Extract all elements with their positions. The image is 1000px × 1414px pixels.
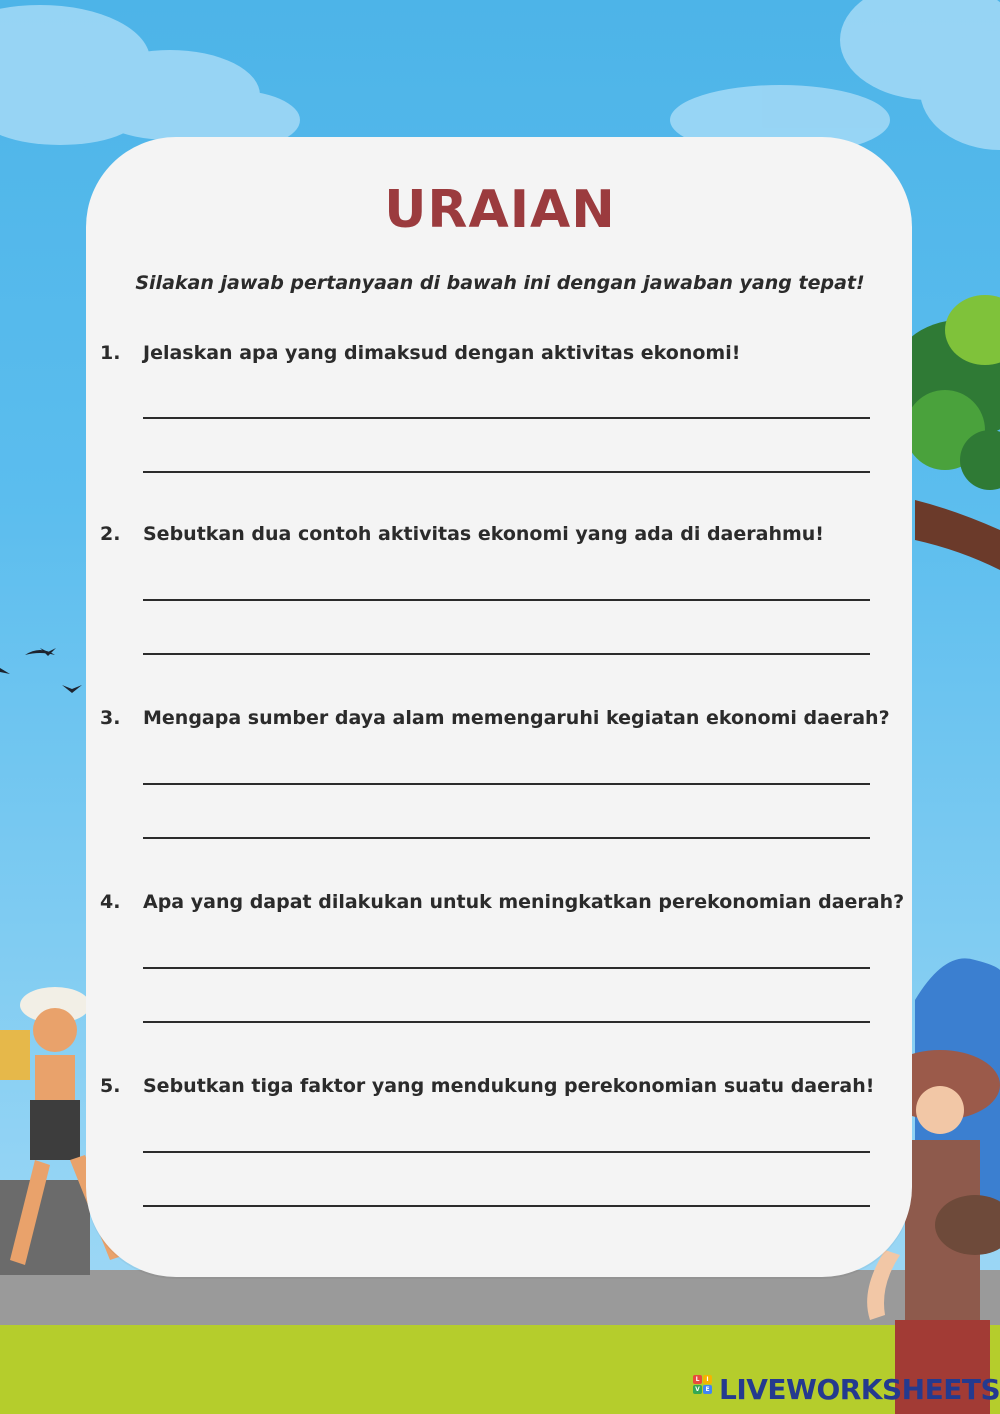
page-title: URAIAN	[384, 180, 616, 240]
answer-line[interactable]	[143, 653, 870, 655]
liveworksheets-logo-icon: L I V E	[693, 1375, 715, 1403]
question-text: Sebutkan tiga faktor yang mendukung perekonomian suatu daerah!	[143, 1075, 875, 1097]
question-number: 2.	[100, 523, 121, 545]
question-1	[100, 342, 900, 492]
answer-line[interactable]	[143, 783, 870, 785]
road	[0, 1270, 1000, 1330]
instruction-text: Silakan jawab pertanyaan di bawah ini dengan jawaban yang tepat!	[135, 272, 865, 294]
answer-line[interactable]	[143, 1205, 870, 1207]
answer-line[interactable]	[143, 599, 870, 601]
answer-line[interactable]	[143, 967, 870, 969]
question-number: 1.	[100, 342, 121, 364]
question-4	[100, 891, 905, 1041]
cloud-right	[670, 0, 1000, 155]
question-text: Sebutkan dua contoh aktivitas ekonomi yang ada di daerahmu!	[143, 523, 824, 545]
question-text: Apa yang dapat dilakukan untuk meningkatkan perekonomian daerah?	[143, 891, 905, 913]
answer-line[interactable]	[143, 837, 870, 839]
cloud-left	[0, 5, 300, 150]
question-5	[100, 1075, 900, 1225]
question-number: 4.	[100, 891, 121, 913]
birds	[0, 648, 82, 693]
answer-line[interactable]	[143, 1151, 870, 1153]
question-3	[100, 707, 900, 857]
question-2	[100, 523, 900, 673]
brand-name: LIVEWORKSHEETS	[719, 1372, 1000, 1406]
answer-line[interactable]	[143, 471, 870, 473]
question-text: Mengapa sumber daya alam memengaruhi kegiatan ekonomi daerah?	[143, 707, 890, 729]
question-number: 5.	[100, 1075, 121, 1097]
answer-line[interactable]	[143, 1021, 870, 1023]
question-text: Jelaskan apa yang dimaksud dengan aktivitas ekonomi!	[143, 342, 741, 364]
liveworksheets-logo[interactable]	[693, 1372, 1000, 1406]
question-number: 3.	[100, 707, 121, 729]
answer-line[interactable]	[143, 417, 870, 419]
